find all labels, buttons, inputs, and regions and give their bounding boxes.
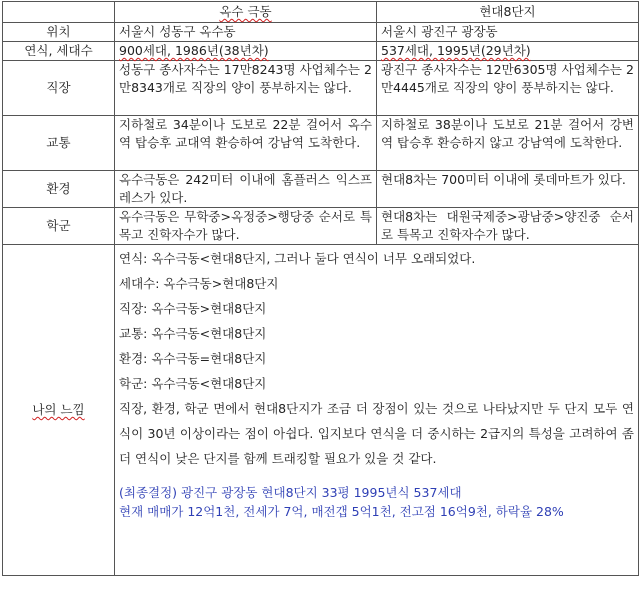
comparison-table [2,1,639,576]
cell-b: 서울시 광진구 광장동 [377,23,639,42]
header-okso-geukdong: 옥수 극동 [115,2,377,23]
cell-b: 현대8차는 700미터 이내에 롯데마트가 있다. [377,171,639,208]
cell-a: 서울시 성동구 옥수동 [115,23,377,42]
row-transport [3,116,639,171]
row-label: 학군 [3,208,115,245]
feeling-paragraph: 직장, 환경, 학군 면에서 현대8단지가 조금 더 장점이 있는 것으로 나타났지만 두 단지 모두 연식이 30년 이상이라는 점이 아쉽다. 입지보다 연식을 더 중시하는 2급지의 특성을 고려하여 좀 더 연식이 낮은 단지를 함께 트래킹할 필요가 있을 것 같다. [119,401,634,466]
cell-a: 옥수극동은 242미터 이내에 홈플러스 익스프레스가 있다. [115,171,377,208]
cell-a: 900세대, 1986년(38년차) [115,42,377,61]
row-label: 교통 [3,116,115,171]
cell-a: 지하철로 34분이나 도보로 22분 걸어서 옥수역 탑승후 교대역 환승하여 강남역 도착한다. [115,116,377,171]
row-school [3,208,639,245]
row-label: 연식, 세대수 [3,42,115,61]
cell-b: 지하철로 38분이나 도보로 21분 걸어서 강변역 탑승후 환승하지 않고 강남역에 도착한다. [377,116,639,171]
header-row [3,2,639,23]
cell-b: 537세대, 1995년(29년차) [377,42,639,61]
feeling-line-school: 학군: 옥수극동<현대8단지 [119,376,267,391]
feeling-line-environment: 환경: 옥수극동=현대8단지 [119,351,267,366]
row-label: 환경 [3,171,115,208]
final-decision-block [119,483,634,521]
feeling-cell [115,245,639,576]
row-label: 나의 느낌 [3,245,115,576]
row-my-feeling [3,245,639,576]
cell-a: 성동구 종사자수는 17만8243명 사업체수는 2만8343개로 직장의 양이 풍부하지는 않다. [115,61,377,116]
header-hyundai-8: 현대8단지 [377,2,639,23]
feeling-line-households: 세대수: 옥수극동>현대8단지 [119,276,279,291]
cell-b: 광진구 종사자수는 12만6305명 사업체수는 2만4445개로 직장의 양이 풍부하지는 않다. [377,61,639,116]
header-corner [3,2,115,23]
feeling-line-transport: 교통: 옥수극동<현대8단지 [119,326,267,341]
cell-a: 옥수극동은 무학중>옥정중>행당중 순서로 특목고 진학자수가 많다. [115,208,377,245]
feeling-line-age: 연식: 옥수극동<현대8단지, 그러나 둘다 연식이 너무 오래되었다. [119,251,476,266]
row-jobs [3,61,639,116]
row-age-households [3,42,639,61]
final-decision: (최종결정) 광진구 광장동 현대8단지 33평 1995년식 537세대 [119,485,462,500]
row-label: 위치 [3,23,115,42]
row-location [3,23,639,42]
row-environment [3,171,639,208]
price-summary: 현재 매매가 12억1천, 전세가 7억, 매전갭 5억1천, 전고점 16억9천, 하락율 28% [119,504,564,519]
cell-b: 현대8차는 대원국제중>광남중>양진중 순서로 특목고 진학자수가 많다. [377,208,639,245]
feeling-line-jobs: 직장: 옥수극동>현대8단지 [119,301,267,316]
row-label: 직장 [3,61,115,116]
